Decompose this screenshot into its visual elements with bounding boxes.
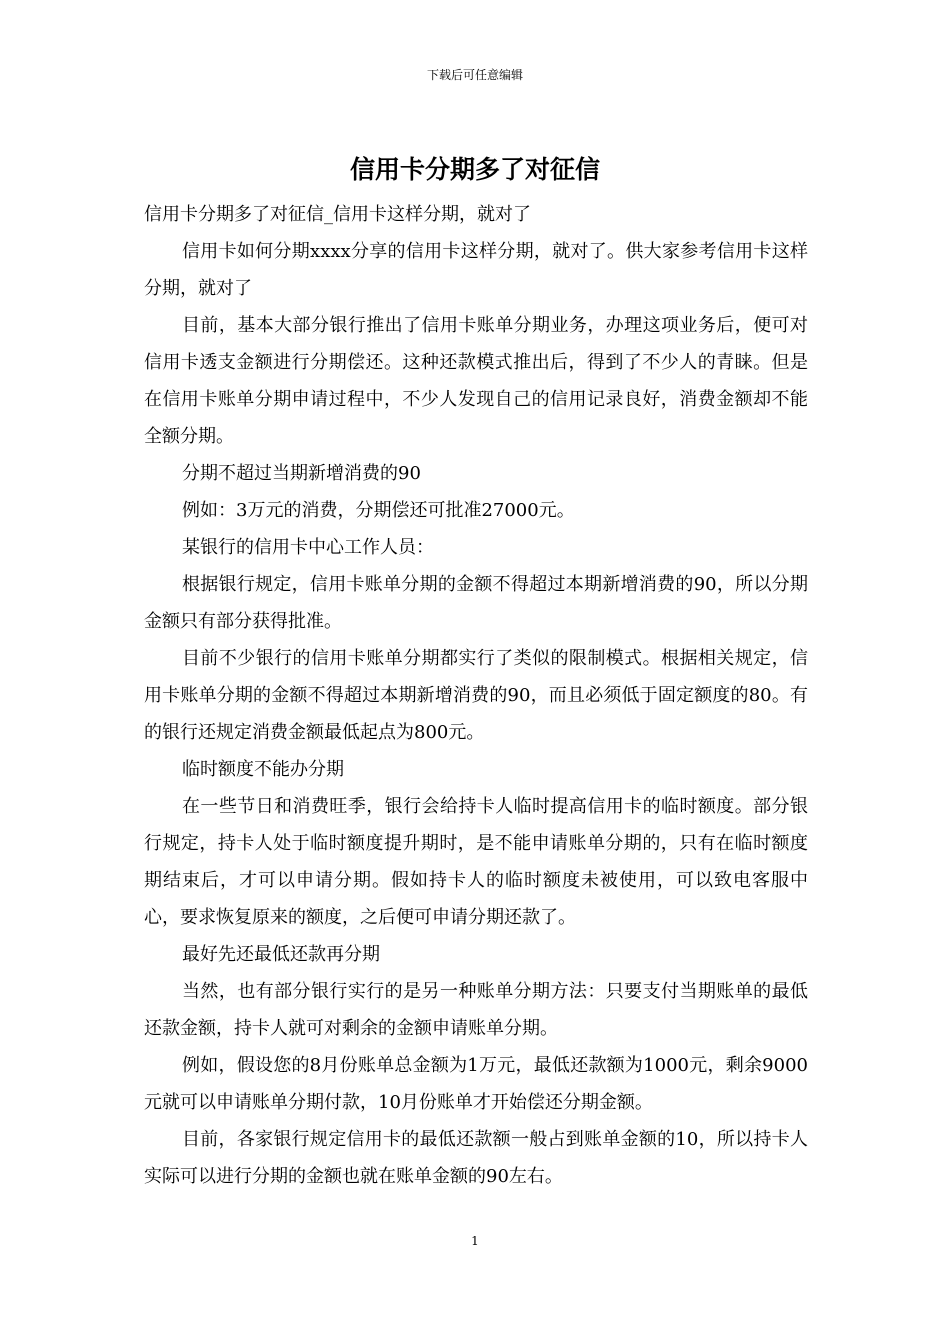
- paragraph: 某银行的信用卡中心工作人员：: [182, 537, 434, 558]
- document-body: [144, 196, 808, 1195]
- paragraph: 当然，也有部分银行实行的是另一种账单分期方法：只要支付当期账单的最低还款金额，持卡人就可对剩余的金额申请账单分期。: [144, 981, 808, 1039]
- paragraph: 目前，各家银行规定信用卡的最低还款额一般占到账单金额的10，所以持卡人实际可以进行分期的金额也就在账单金额的90左右。: [144, 1129, 808, 1187]
- paragraph: 目前，基本大部分银行推出了信用卡账单分期业务，办理这项业务后，便可对信用卡透支金额进行分期偿还。这种还款模式推出后，得到了不少人的青睐。但是在信用卡账单分期申请过程中，不少人发现自己的信用记录良好，消费金额却不能全额分期。: [144, 315, 808, 447]
- paragraph: 信用卡如何分期xxxx分享的信用卡这样分期，就对了。供大家参考信用卡这样分期，就对了: [144, 241, 808, 299]
- paragraph: 在一些节日和消费旺季，银行会给持卡人临时提高信用卡的临时额度。部分银行规定，持卡人处于临时额度提升期时，是不能申请账单分期的，只有在临时额度期结束后，才可以申请分期。假如持卡人的临时额度未被使用，可以致电客服中心，要求恢复原来的额度，之后便可申请分期还款了。: [144, 796, 808, 928]
- page-number: 1: [471, 1234, 479, 1248]
- paragraph: 根据银行规定，信用卡账单分期的金额不得超过本期新增消费的90，所以分期金额只有部分获得批准。: [144, 574, 808, 632]
- header-note: 下载后可任意编辑: [426, 68, 523, 82]
- document-subtitle: 信用卡分期多了对征信_信用卡这样分期，就对了: [144, 204, 531, 225]
- section-heading: 临时额度不能办分期: [182, 759, 344, 780]
- section-heading: 分期不超过当期新增消费的90: [182, 463, 421, 484]
- paragraph: 目前不少银行的信用卡账单分期都实行了类似的限制模式。根据相关规定，信用卡账单分期的金额不得超过本期新增消费的90，而且必须低于固定额度的80。有的银行还规定消费金额最低起点为800元。: [144, 648, 808, 743]
- paragraph: 例如，假设您的8月份账单总金额为1万元，最低还款额为1000元，剩余9000元就可以申请账单分期付款，10月份账单才开始偿还分期金额。: [144, 1055, 808, 1113]
- section-heading: 最好先还最低还款再分期: [182, 944, 380, 965]
- paragraph: 例如：3万元的消费，分期偿还可批准27000元。: [182, 500, 575, 521]
- document-title: 信用卡分期多了对征信: [349, 155, 600, 184]
